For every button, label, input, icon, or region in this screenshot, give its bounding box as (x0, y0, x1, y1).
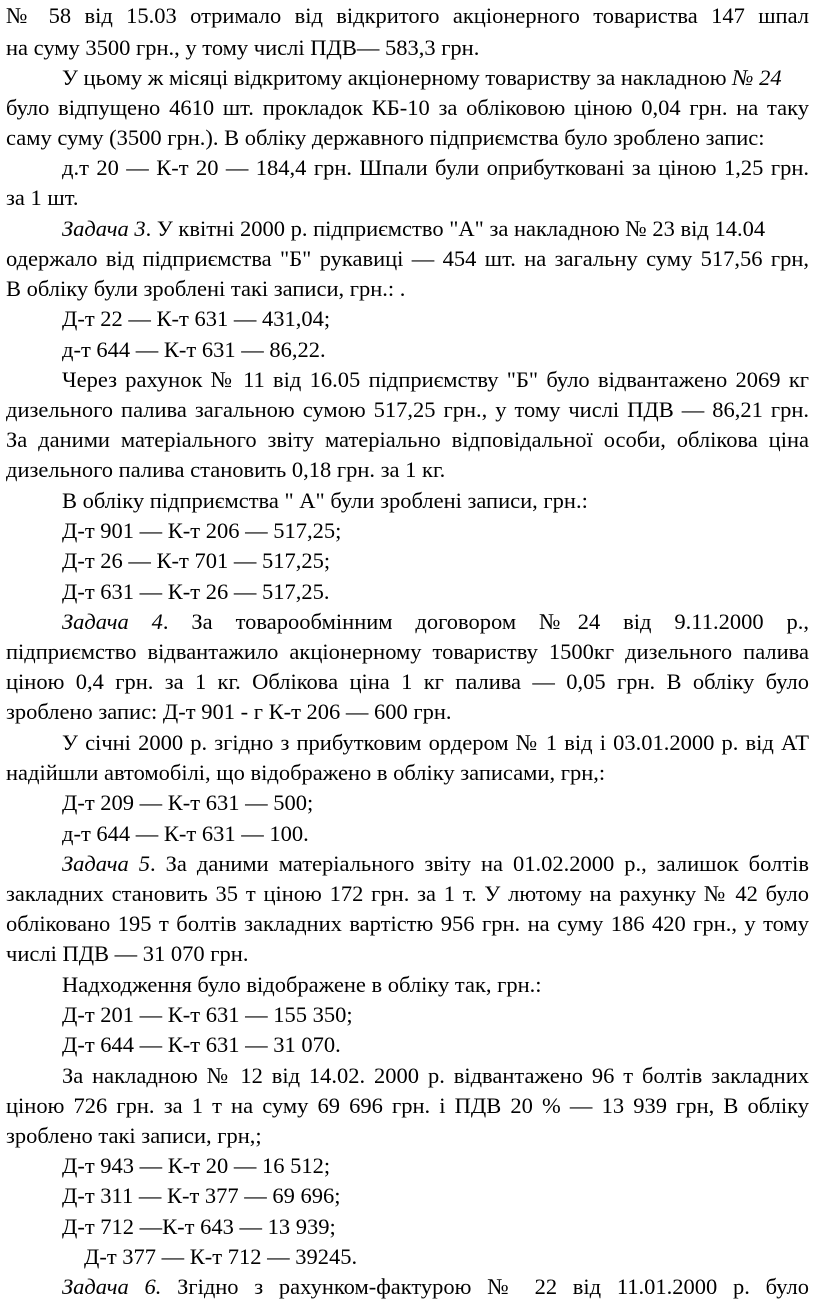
text-line: підприємство відвантажило акціонерному товариству 1500кг дизельного палива (6, 639, 809, 664)
task-4-label: Задача 4 (62, 609, 163, 634)
task-5-label: Задача 5 (62, 851, 150, 876)
entry-line: Д-т 22 — К-т 631 — 431,04; (62, 306, 331, 331)
text-line: за 1 шт. (6, 185, 79, 210)
task-6-label: Задача 6. (62, 1274, 162, 1299)
text-line: було відпущено 4610 шт. прокладок КБ-10 за обліковою ціною 0,04 грн. на таку (6, 95, 809, 120)
task-3-label: Задача 3 (62, 216, 146, 241)
text-line: саму суму (3500 грн.). В обліку державного підприємства було зроблено запис: (6, 125, 765, 150)
text-line: обліковано 195 т болтів закладних вартістю 956 грн. на суму 186 420 грн., у тому (6, 911, 809, 936)
invoice-number-italic: № 24 (732, 65, 782, 90)
text-line: дизельного палива загальною сумою 517,25 грн., у тому числі ПДВ — 86,21 грн. (6, 397, 809, 422)
entry-line: д-т 644 — К-т 631 — 100. (62, 821, 309, 846)
entry-line: Д-т 644 — К-т 631 — 31 070. (62, 1032, 341, 1057)
entry-line: Д-т 943 — К-т 20 — 16 512; (62, 1153, 331, 1178)
text-line: на суму 3500 грн., у тому числі ПДВ— 583,3 грн. (6, 35, 480, 60)
entry-line: Д-т 712 —К-т 643 — 13 939; (62, 1214, 336, 1239)
task-6-heading-line (62, 1273, 809, 1301)
text-span: У цьому ж місяці відкритому акціонерному товариству за накладною (62, 65, 733, 90)
text-line: ціною 0,4 грн. за 1 кг. Облікова ціна 1 кг палива — 0,05 грн. В обліку було (6, 669, 809, 694)
text-line (62, 64, 782, 92)
text-span: . За товарообмінним договором №24 від 9.11.2000 р., (162, 609, 809, 634)
text-line: дизельного палива становить 0,18 грн. за 1 кг. (6, 457, 446, 482)
text-line: За накладною № 12 від 14.02. 2000 р. відвантажено 96 т болтів закладних (62, 1063, 809, 1088)
text-line: Через рахунок № 11 від 16.05 підприємству "Б" було відвантажено 2069 кг (62, 367, 809, 392)
text-line: д.т 20 — К-т 20 — 184,4 грн. Шпали були оприбутковані за ціною 1,25 грн. (62, 155, 809, 180)
text-line: числі ПДВ — 31 070 грн. (6, 941, 249, 966)
text-line: ціною 726 грн. за 1 т на суму 69 696 грн. і ПДВ 20 % — 13 939 грн, В обліку (6, 1093, 809, 1118)
entry-line: Д-т 209 — К-т 631 — 500; (62, 790, 314, 815)
task-3-heading-line (62, 215, 765, 243)
text-line: зроблено такі записи, грн,; (6, 1123, 262, 1148)
text-line: В обліку підприємства " А" були зроблені записи, грн.: (62, 488, 588, 513)
task-5-heading-line (62, 850, 809, 878)
text-line: У січні 2000 р. згідно з прибутковим ордером № 1 від і 03.01.2000 р. від АТ (62, 730, 809, 755)
entry-line: Д-т 631 — К-т 26 — 517,25. (62, 579, 330, 604)
entry-line: д-т 644 — К-т 631 — 86,22. (62, 337, 326, 362)
text-line: зроблено запис: Д-т 901 - г К-т 206 — 600 грн. (6, 699, 452, 724)
task-4-heading-line (62, 608, 809, 636)
text-line: одержало від підприємства "Б" рукавиці — 454 шт. на загальну суму 517,56 грн, (6, 246, 809, 271)
entry-line: Д-т 26 — К-т 701 — 517,25; (62, 548, 331, 573)
entry-line: Д-т 377 — К-т 712 — 39245. (84, 1244, 358, 1269)
text-line: Надходження було відображене в обліку так, грн.: (62, 972, 542, 997)
text-line: № 58 від 15.03 отримало від відкритого акціонерного товариства 147 шпал (6, 3, 809, 28)
text-line: В обліку були зроблені такі записи, грн.: . (6, 276, 406, 301)
text-line: закладних становить 35 т ціною 172 грн. за 1 т. У лютому на рахунку № 42 було (6, 881, 809, 906)
entry-line: Д-т 201 — К-т 631 — 155 350; (62, 1002, 353, 1027)
text-span: . У квітні 2000 р. підприємство "А" за накладною № 23 від 14.04 (145, 216, 766, 241)
entry-line: Д-т 311 — К-т 377 — 69 696; (62, 1183, 341, 1208)
text-span: Згідно з рахунком-фактурою № 22 від 11.01.2000 р. було (161, 1274, 809, 1299)
text-line: надійшли автомобілі, що відображено в обліку записами, грн,: (6, 760, 606, 785)
text-line: За даними матеріального звіту матеріально відповідальної особи, облікова ціна (6, 427, 809, 452)
entry-line: Д-т 901 — К-т 206 — 517,25; (62, 518, 342, 543)
text-span: . За даними матеріального звіту на 01.02.2000 р., залишок болтів (149, 851, 809, 876)
